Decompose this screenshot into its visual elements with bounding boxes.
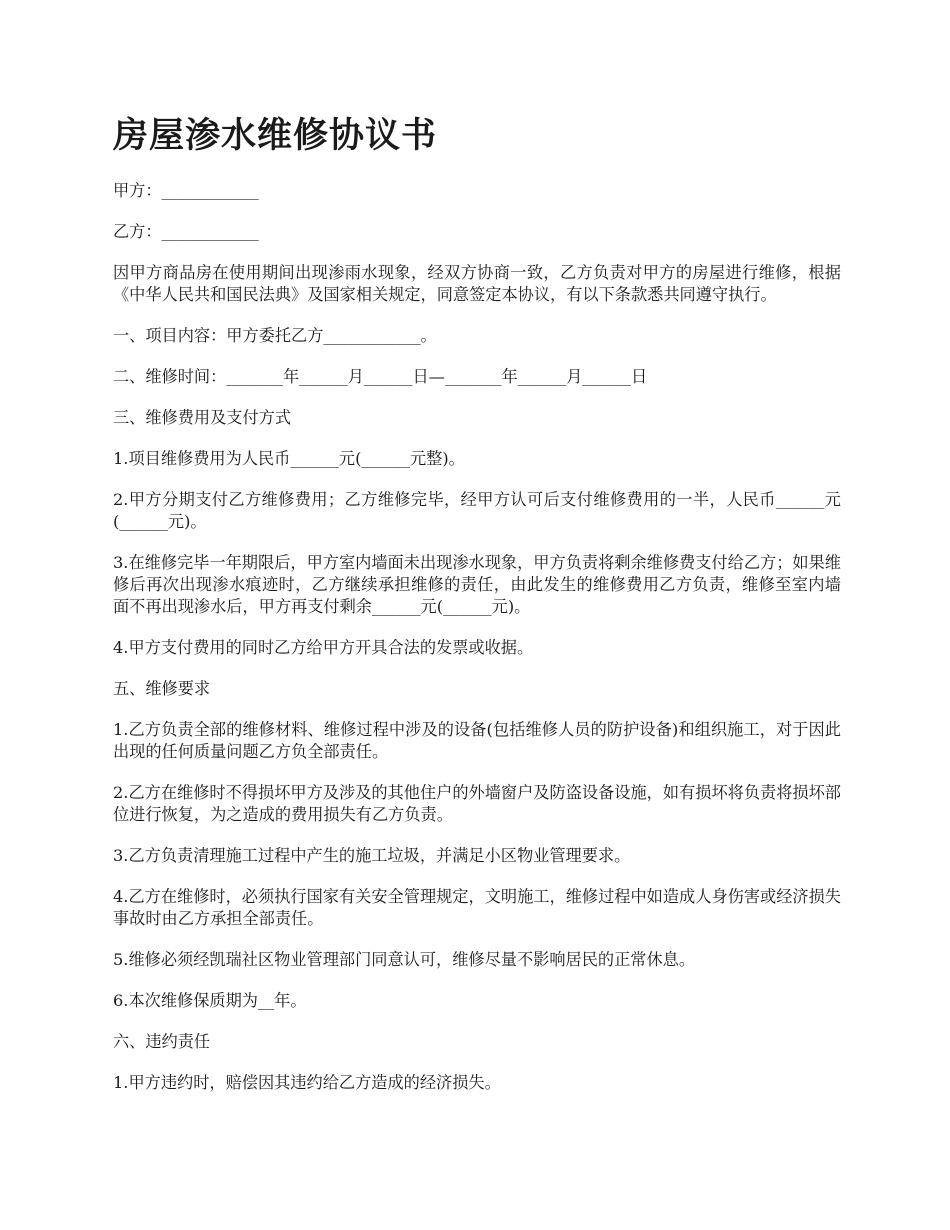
document-title: 房屋渗水维修协议书 [113, 116, 438, 156]
section-heading-requirements: 五、维修要求 [113, 679, 211, 698]
preamble-paragraph: 因甲方商品房在使用期间出现渗雨水现象，经双方协商一致，乙方负责对甲方的房屋进行维修，根据《中华人民共和国民法典》及国家相关规定，同意签定本协议，有以下条款悉共同遵守执行。 [113, 263, 841, 304]
party-b-line: 乙方：____________ [113, 222, 259, 241]
fee-clause-2: 2.甲方分期支付乙方维修费用；乙方维修完毕，经甲方认可后支付维修费用的一半，人民币______元(______元)。 [113, 490, 841, 531]
liability-clause-1: 1.甲方违约时，赔偿因其违约给乙方造成的经济损失。 [113, 1073, 501, 1092]
fee-clause-3: 3.在维修完毕一年期限后，甲方室内墙面未出现渗水现象，甲方负责将剩余维修费支付给乙方；如果维修后再次出现渗水痕迹时，乙方继续承担维修的责任，由此发生的维修费用乙方负责，维修至室内墙面不再出现渗水后，甲方再支付剩余______元(______元)。 [113, 553, 841, 616]
fee-clause-1: 1.项目维修费用为人民币______元(______元整)。 [113, 449, 465, 468]
requirement-clause-2: 2.乙方在维修时不得损坏甲方及涉及的其他住户的外墙窗户及防盗设备设施，如有损坏将负责将损坏部位进行恢复，为之造成的费用损失有乙方负责。 [113, 783, 841, 824]
section-heading-fees: 三、维修费用及支付方式 [113, 408, 292, 427]
section-heading-liability: 六、违约责任 [113, 1032, 211, 1051]
party-a-line: 甲方：____________ [113, 181, 259, 200]
fee-clause-4: 4.甲方支付费用的同时乙方给甲方开具合法的发票或收据。 [113, 638, 534, 657]
requirement-clause-1: 1.乙方负责全部的维修材料、维修过程中涉及的设备(包括维修人员的防护设备)和组织施工，对于因此出现的任何质量问题乙方负全部责任。 [113, 720, 841, 761]
requirement-clause-4: 4.乙方在维修时，必须执行国家有关安全管理规定，文明施工，维修过程中如造成人身伤害或经济损失事故时由乙方承担全部责任。 [113, 887, 841, 928]
document-page [113, 110, 841, 1113]
requirement-clause-5: 5.维修必须经凯瑞社区物业管理部门同意认可，维修尽量不影响居民的正常休息。 [113, 950, 696, 969]
section-project-content: 一、项目内容：甲方委托乙方____________。 [113, 326, 437, 345]
section-repair-time: 二、维修时间：_______年______月______日—_______年______月______日 [113, 367, 648, 386]
requirement-clause-3: 3.乙方负责清理施工过程中产生的施工垃圾，并满足小区物业管理要求。 [113, 846, 631, 865]
requirement-clause-6: 6.本次维修保质期为__年。 [113, 991, 307, 1010]
